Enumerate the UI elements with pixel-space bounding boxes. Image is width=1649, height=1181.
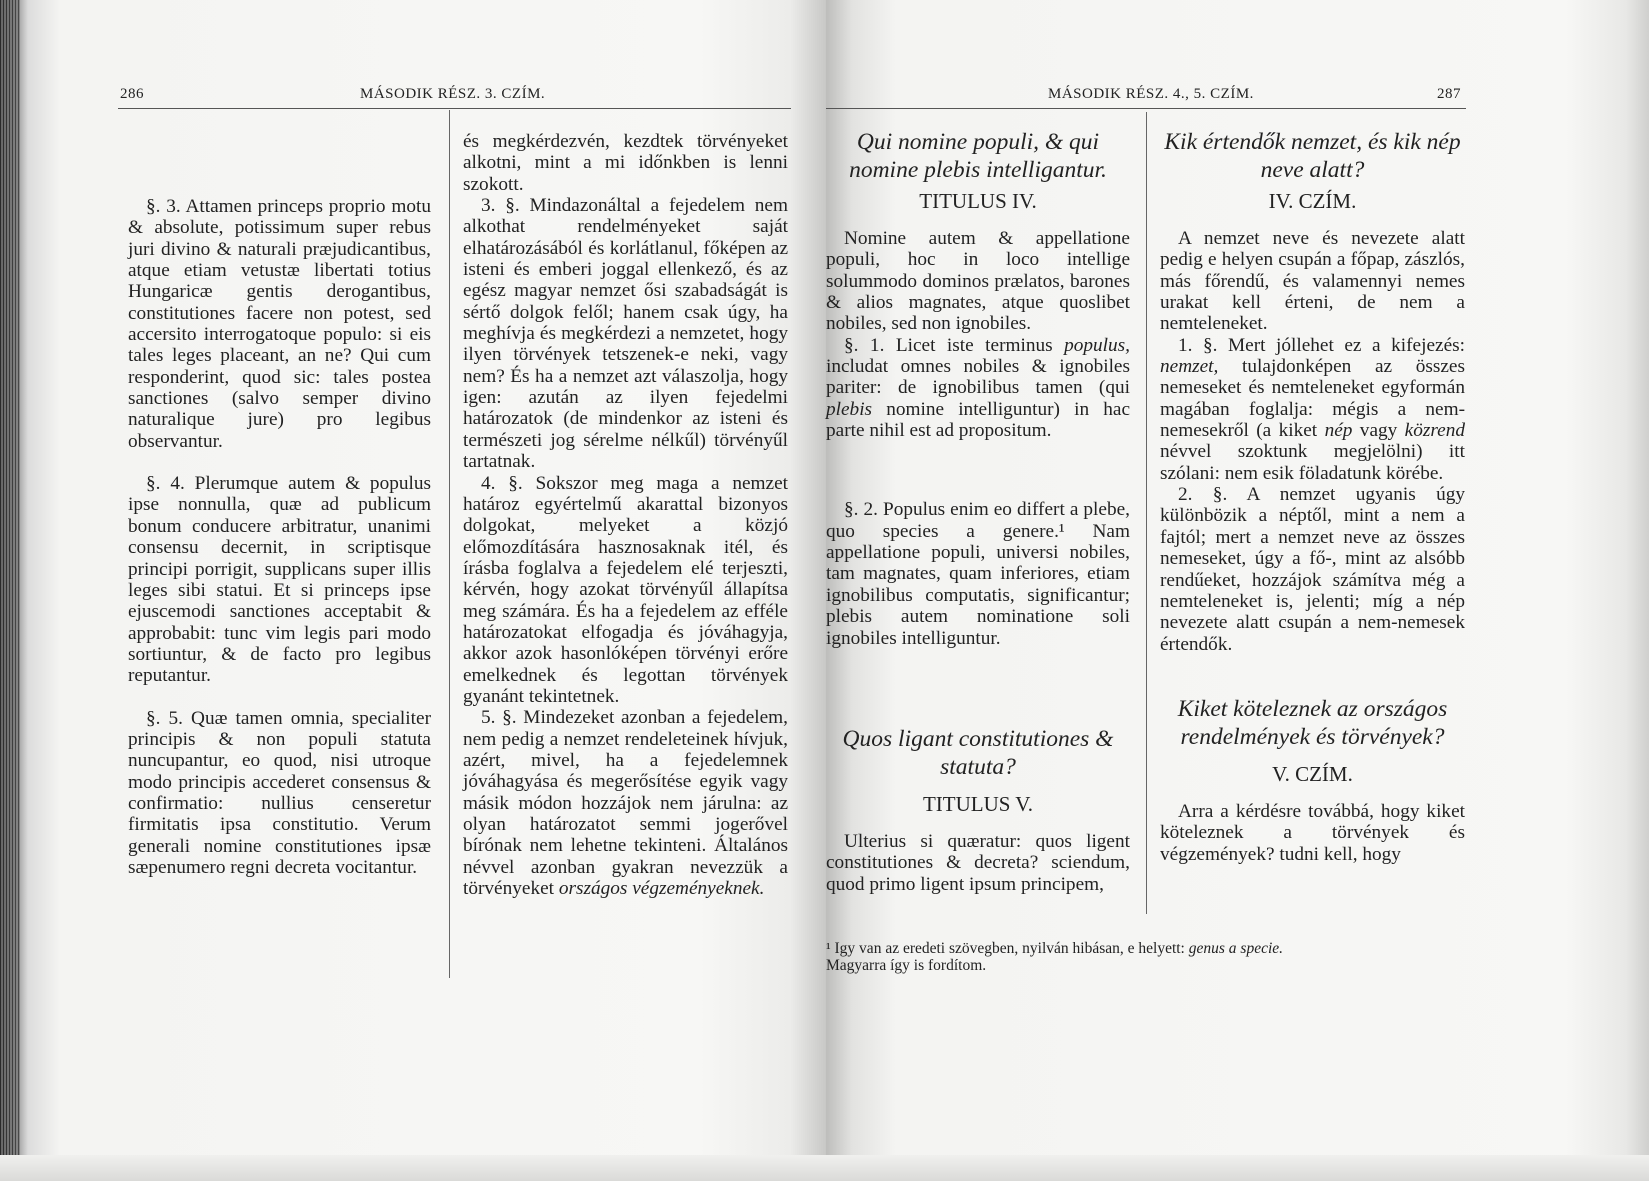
titulus-label: TITULUS V. [922, 791, 1034, 816]
hungarian-column-left [463, 131, 788, 899]
hungarian-paragraph: 3. §. Mindazonáltal a fejedelem nem alkothat rendelményeket saját elhatározásából és korlátlanul, főképen az isteni és emberi joggal ellenkező, és az egész magyar nemzet ősi szabadságát is sértő dolgok felől; hanem csak úgy, ha meghívja és megkérdezi a nemzetet, hogy ilyen törvények tetszenek-e neki, vagy nem? És ha a nemzet azt válaszolja, hogy igen: azután az ilyen fejedelmi határozatok (de mindenkor az isteni és természeti jog sérelme nélkűl) törvényűl tartatnak. [463, 195, 788, 473]
latin-paragraph: §. 3. Attamen princeps proprio motu & absolute, potissimum super rebus juri divino & naturali præjudicantibus, atque etiam vetustæ libertati totius Hungaricæ gentis derogantibus, constitutiones facere non potest, sed accersito interrogatoque populo: si eis tales leges placeant, an ne? Qui cum responderint, quod sic: tales postea sanctiones (salvo semper divino naturalique jure) pro legibus observantur. [128, 196, 431, 452]
section-heading: Quos ligant constitutiones & statuta? [842, 725, 1114, 780]
running-head-left: MÁSODIK RÉSZ. 3. CZÍM. [360, 86, 546, 102]
italic-term: nép [1324, 420, 1353, 442]
italic-term: plebis [826, 398, 873, 420]
hungarian-paragraph: 5. §. Mindezeket azonban a fejedelem, nem pedig a nemzet rendeleteinek hívjuk, azért, mivel, ha a fejedelemnek jóváhagyása és megerősítése egyik vagy másik módon hozzájok nem járulna: az olyan határozatot semmi jogerővel bírónak nem lehetne tekinteni. Általános névvel azonban gyakran nevezzük a törvényeket [463, 707, 788, 900]
latin-paragraph: §. 1. Licet iste terminus populus, includat omnes nobiles & ignobiles pariter: de ignobilibus tamen (qui plebis nomine intelliguntur) in hac parte nihil est ad propositum. [826, 334, 1130, 442]
italic-term: országos végzeményeknek. [558, 878, 765, 900]
italic-term: közrend [1404, 420, 1466, 442]
hungarian-paragraph: Arra a kérdésre továbbá, hogy kiket köteleznek a törvények és végzemények? tudni kell, hogy [1160, 800, 1465, 865]
hungarian-paragraph: 4. §. Sokszor meg maga a nemzet határoz egyértelmű akarattal bizonyos dolgokat, melyeket a közjó előmozdítására hasznosaknak itél, és írásba foglalva a fejedelem elé terjeszti, kérvén, hogy azokat törvényűl állapítsa meg számára. És ha a fejedelem az efféle határozatokat elfogadja és jóváhagyja, akkor azok hasonlóképen törvényi erőre emelkednek és legottan törvények gyanánt tekintetnek. [463, 472, 788, 707]
latin-column-right [826, 128, 1130, 895]
section-heading: Kik értendők nemzet, és kik nép neve alatt? [1164, 129, 1461, 183]
page-edge [0, 0, 20, 1181]
page-bottom-edge [826, 1155, 1649, 1181]
hungarian-paragraph: 2. §. A nemzet ugyanis úgy különbözik a néptől, mint a nem a fajtól; mert a nemzet neve az összes nemeseket, úgy a fő-, mint az alsóbb rendűeket, hozzájok számítva még a nemteleneket is, jelenti; míg a nép nevezete alatt csupán a nem-nemesek értendők. [1160, 484, 1465, 655]
latin-column-left [128, 196, 431, 878]
latin-paragraph: §. 4. Plerumque autem & populus ipse nonnulla, quæ ad publicum bonum conducere arbitratur, unanimi consensu decernit, in scriptisque principi porrigit, supplicans super illis leges sibi statui. Et si princeps ipse ejuscemodi sanctiones acceptabit & approbabit: tunc vim legis pari modo sortiuntur, & de facto pro legibus reputantur. [128, 473, 431, 687]
italic-term: populus, [1064, 334, 1130, 356]
italic-term: nemzet, [1160, 356, 1219, 378]
page-number-left: 286 [120, 86, 144, 102]
section-heading: Qui nomine populi, & qui nomine plebis intelligantur. [849, 129, 1107, 183]
right-page [826, 0, 1649, 1181]
footnote: ¹ Igy van az eredeti szövegben, nyilván hibásan, e helyett: genus a specie. Magyarra így is fordítom. [826, 940, 1284, 974]
column-divider [1146, 112, 1147, 914]
latin-paragraph: §. 5. Quæ tamen omnia, specialiter principis & non populi statuta nuncupantur, eo quod, nisi utroque modo principis accederet consensus & confirmatio: nullius censeretur firmitatis ipsa constitutio. Verum generali nomine constitutiones ipsæ sæpenumero regni decreta vocitantur. [128, 707, 431, 878]
section-heading: Kiket köteleznek az országos rendelmények és törvények? [1177, 695, 1448, 750]
column-divider [449, 110, 450, 978]
latin-paragraph: Ulterius si quæratur: quos ligent constitutiones & decreta? sciendum, quod primo ligent ipsum principem, [826, 830, 1130, 895]
italic-term: genus a specie. [1188, 940, 1284, 957]
hungarian-paragraph: 1. §. Mert jóllehet ez a kifejezés: nemzet, tulajdonképen az összes nemeseket és nemteleneket egyformán magában foglalja: mégis a nem-nemesekről (a kiket nép vagy közrend névvel szoktunk megjelölni) itt szólani: nem esik föladatunk körébe. [1160, 334, 1466, 484]
running-head-right: MÁSODIK RÉSZ. 4., 5. CZÍM. [1048, 86, 1254, 102]
hungarian-paragraph: és megkérdezvén, kezdtek törvényeket alkotni, mint a mi időnkben is lenni szokott. [463, 131, 788, 195]
latin-paragraph: Nomine autem & appellatione populi, hoc in loco intellige solummodo dominos prælatos, barones & alios magnates, atque quoslibet nobiles, sed non ignobiles. [826, 228, 1130, 335]
czim-label: IV. CZÍM. [1268, 189, 1357, 213]
latin-paragraph: §. 2. Populus enim eo differt a plebe, quo species a genere.¹ Nam appellatione populi, universi nobiles, tam magnates, quam inferiores, etiam ignobilibus computatis, significantur; plebis autem nominatione soli ignobiles intelliguntur. [826, 499, 1130, 649]
page-bottom-edge [0, 1155, 826, 1181]
page-number-right: 287 [1437, 86, 1461, 102]
hungarian-column-right [1160, 128, 1465, 865]
czim-label: V. CZÍM. [1272, 761, 1353, 786]
hungarian-paragraph: A nemzet neve és nevezete alatt pedig e helyen csupán a főpap, zászlós, más főrendű, és valamennyi nemes urakat kell érteni, de nem a nemteleneket. [1160, 228, 1465, 335]
header-rule [826, 108, 1466, 109]
header-rule [118, 108, 791, 109]
titulus-label: TITULUS IV. [919, 189, 1037, 213]
